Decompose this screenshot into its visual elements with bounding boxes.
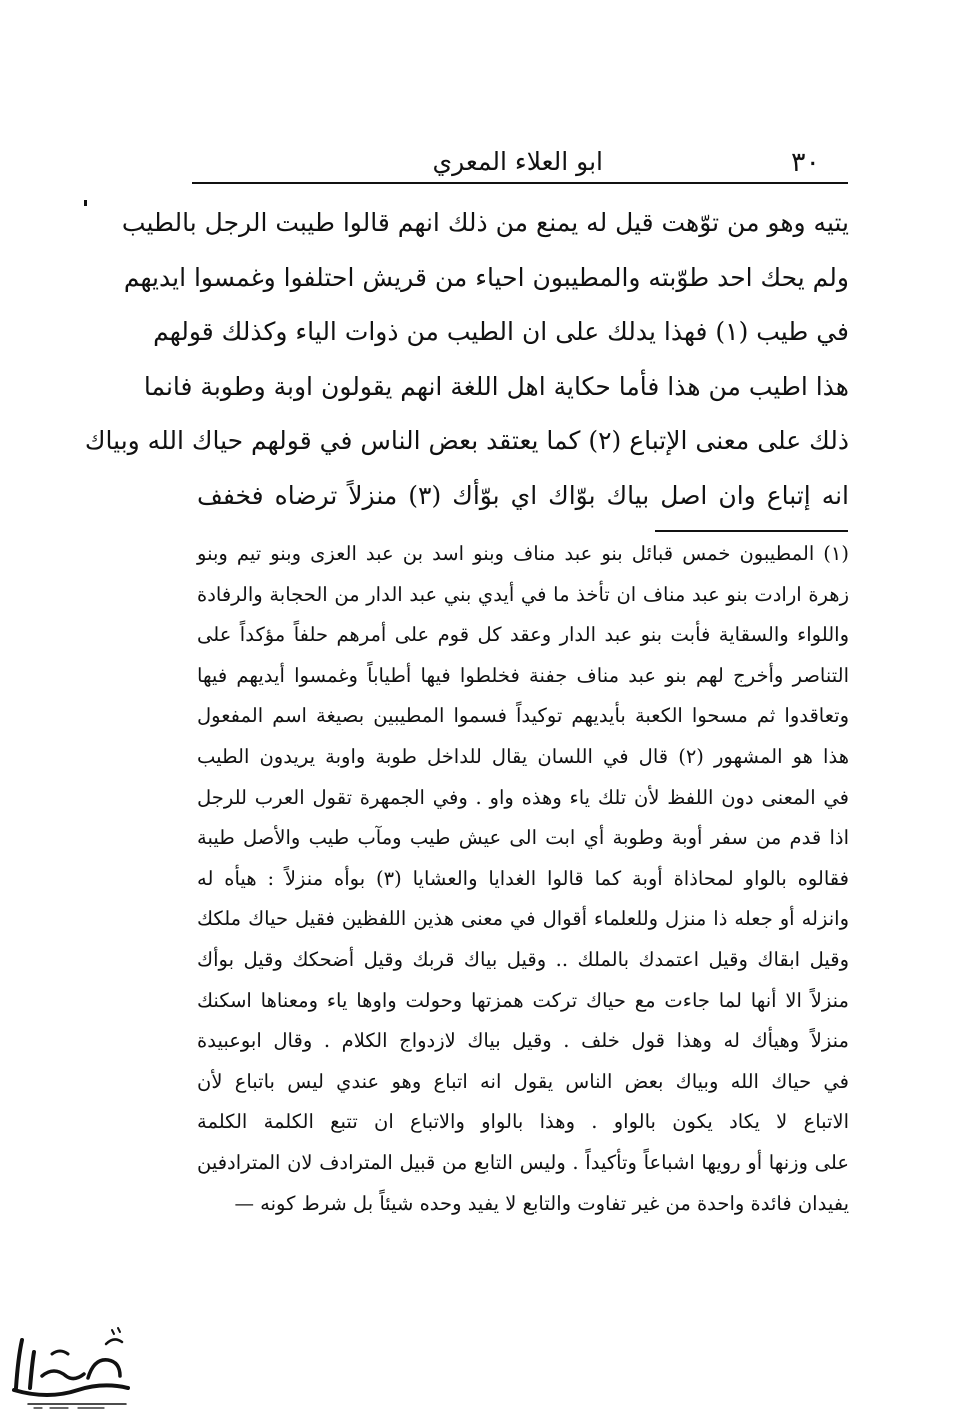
- page-number: ٣٠: [790, 147, 820, 178]
- footnote-line: وقيل ابقاك وقيل اعتمدك بالملك .. وقيل بياك قربك وقيل أضحكك وقيل بوأك: [197, 947, 849, 971]
- footnote-line: وانزله أو جعله ذا منزل وللعلماء أقوال في معنى هذين اللفظين فقيل حياك ملكك: [197, 907, 849, 931]
- footnote-line: يفيدان فائدة واحدة من غير تفاوت والتابع لا يفيد وحده شيئاً بل شرط كونه —: [234, 1191, 849, 1215]
- footnote-line: على وزنها أو رويها اشباعاً وتأكيداً . وليس التابع من قبيل المترادف لان المترادفين: [197, 1150, 849, 1174]
- footnote-line: في حياك الله وبياك بعض الناس يقول انه اتباع وهو عندي ليس باتباع لأن: [197, 1069, 849, 1093]
- footnote-line: وتعاقدوا ثم مسحوا الكعبة بأيديهم توكيداً فسموا المطيبين بصيغة اسم المفعول: [197, 704, 849, 728]
- footnote-separator: [655, 530, 848, 532]
- margin-mark: [84, 200, 87, 206]
- main-text-line: يتيه وهو من توّهت قيل له يمنع من ذلك انهم قالوا طيبت الرجل بالطيب: [121, 208, 849, 237]
- footnote-line: منزلاً وهيأك له وهذا قول خلف . وقيل بياك لازدواج الكلام . وقال ابوعبيدة: [197, 1029, 849, 1053]
- footnote-line: فقالوه بالواو لمحاذاة أوبة كما قالوا الغدايا والعشايا (٣) بوأه منزلاً : هيأه له: [197, 866, 849, 890]
- running-title: ابو العلاء المعري: [432, 147, 603, 176]
- footnote-line: واللواء والسقاية فأبت بنو عبد الدار وعقد كل قوم على أمرهم حلفاً مؤكداً على: [197, 623, 849, 647]
- footnote-line: منزلاً الا أنها لما جاءت مع حياك تركت همزتها وحولت واوها ياء ومعناها اسكنك: [197, 988, 849, 1012]
- footnotes-block: [197, 534, 849, 1224]
- page-header: [192, 145, 848, 181]
- main-text-line: انه إتباع وان اصل بياك بوّاك اي بوّأك (٣) منزلاً ترضاه فخفف: [197, 480, 849, 510]
- footnote-line: اذا قدم من سفر أوبة وطوبة أي ابت الى عيش طيب ومآب طيب والأصل طيبة: [197, 826, 849, 850]
- footnote-line: التناصر وأخرج لهم بنو عبد مناف جفنة فخلطوا فيها أطياباً وغمسوا أيديهم فيها: [197, 663, 849, 687]
- main-text-line: هذا اطيب من هذا فأما حكاية اهل اللغة انهم يقولون اوبة وطوبة فانما: [143, 371, 849, 401]
- main-text-line: في طيب (١) فهذا يدلك على ان الطيب من ذوات الياء وكذلك قولهم: [153, 317, 849, 346]
- footnote-line: زهرة ارادت بنو عبد مناف ان تأخذ ما في أيدي بني عبد الدار من الحجابة والرفادة: [197, 582, 849, 606]
- main-text-line: ذلك على معنى الإتباع (٢) كما يعتقد بعض الناس في قولهم حياك الله وبياك: [84, 426, 849, 455]
- footnote-line: (١) المطيبون خمس قبائل بنو عبد مناف وبنو اسد بن عبد العزى وبنو تيم وبنو: [197, 542, 849, 565]
- main-text-line: ولم يحك احد طوّبته والمطيبون احياء من قريش احتلفوا وغمسوا ايديهم: [123, 262, 849, 292]
- footnote-line: هذا هو المشهور (٢) قال في اللسان يقال للداخل طوبة واوبة يريدون الطيب: [197, 744, 849, 768]
- footnote-line: الاتباع لا يكاد يكون بالواو . وهذا بالواو والاتباع ان تتبع الكلمة الكلمة: [197, 1110, 849, 1134]
- header-rule: [192, 182, 848, 184]
- main-text-block: [84, 196, 849, 523]
- library-stamp-logo: [8, 1318, 138, 1414]
- footnote-line: في المعنى دون اللفظ لأن تلك ياء وهذه واو . وفي الجمهرة تقول العرب للرجل: [197, 785, 849, 809]
